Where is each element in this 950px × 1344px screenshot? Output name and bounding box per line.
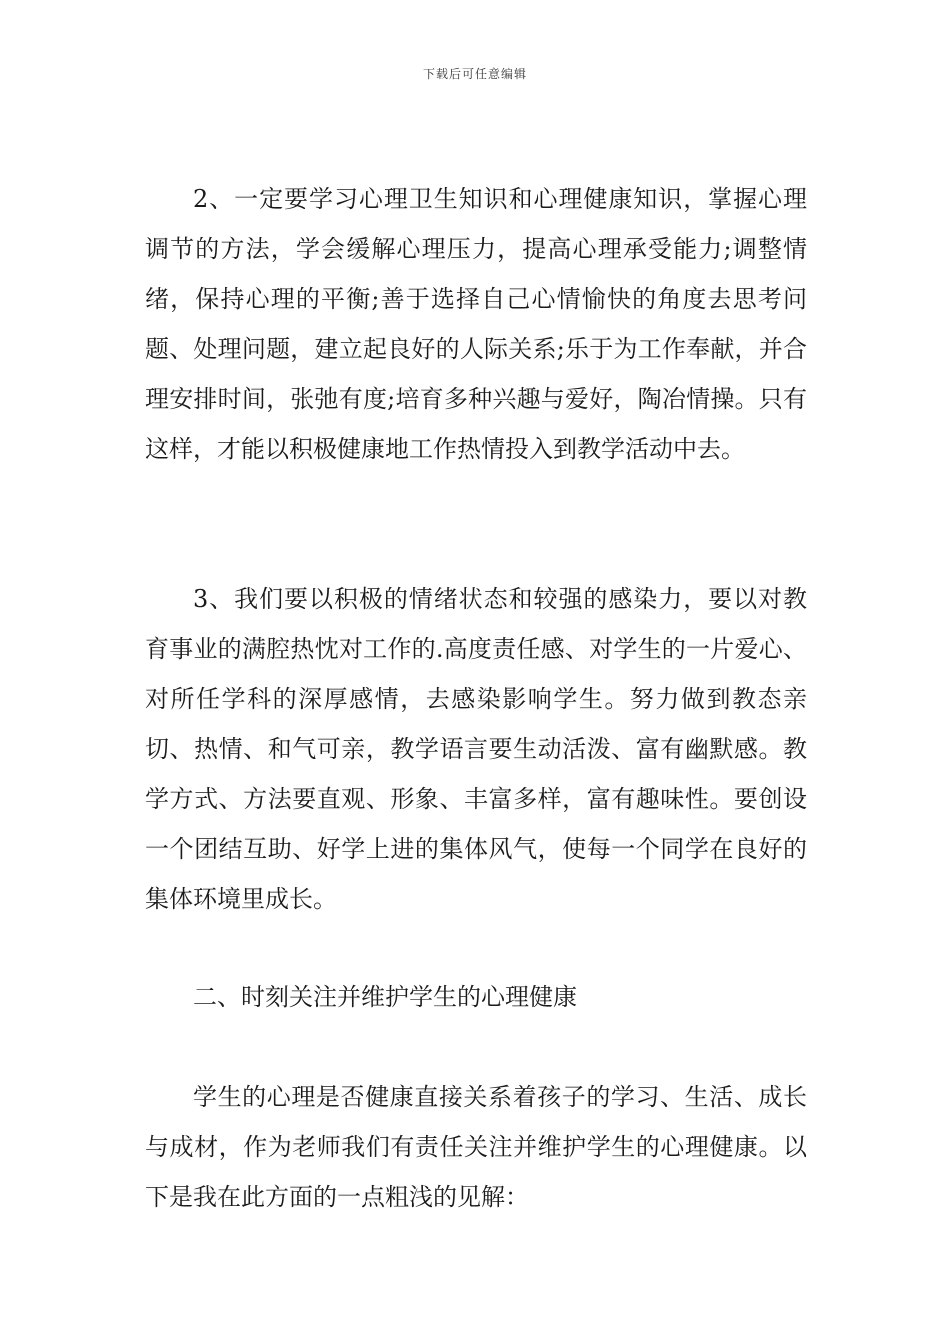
paragraph-intro: 学生的心理是否健康直接关系着孩子的学习、生活、成长与成材，作为老师我们有责任关注并维护学生的心理健康。以下是我在此方面的一点粗浅的见解： [145,1083,807,1211]
paragraph-item-2: 2、一定要学习心理卫生知识和心理健康知识，掌握心理调节的方法，学会缓解心理压力，提高心理承受能力;调整情绪，保持心理的平衡;善于选择自己心情愉快的角度去思考问题、处理问题，建立起良好的人际关系;乐于为工作奉献，并合理安排时间，张弛有度;培育多种兴趣与爱好，陶冶情操。只有这样，才能以积极健康地工作热情投入到教学活动中去。 [145,185,807,463]
paragraph-item-3: 3、我们要以积极的情绪状态和较强的感染力，要以对教育事业的满腔热忱对工作的.高度责任感、对学生的一片爱心、对所任学科的深厚感情，去感染影响学生。努力做到教态亲切、热情、和气可亲，教学语言要生动活泼、富有幽默感。教学方式、方法要直观、形象、丰富多样，富有趣味性。要创设一个团结互助、好学上进的集体风气，使每一个同学在良好的集体环境里成长。 [145,585,807,913]
section-heading: 二、时刻关注并维护学生的心理健康 [193,983,577,1011]
page-header-note: 下载后可任意编辑 [422,67,527,81]
